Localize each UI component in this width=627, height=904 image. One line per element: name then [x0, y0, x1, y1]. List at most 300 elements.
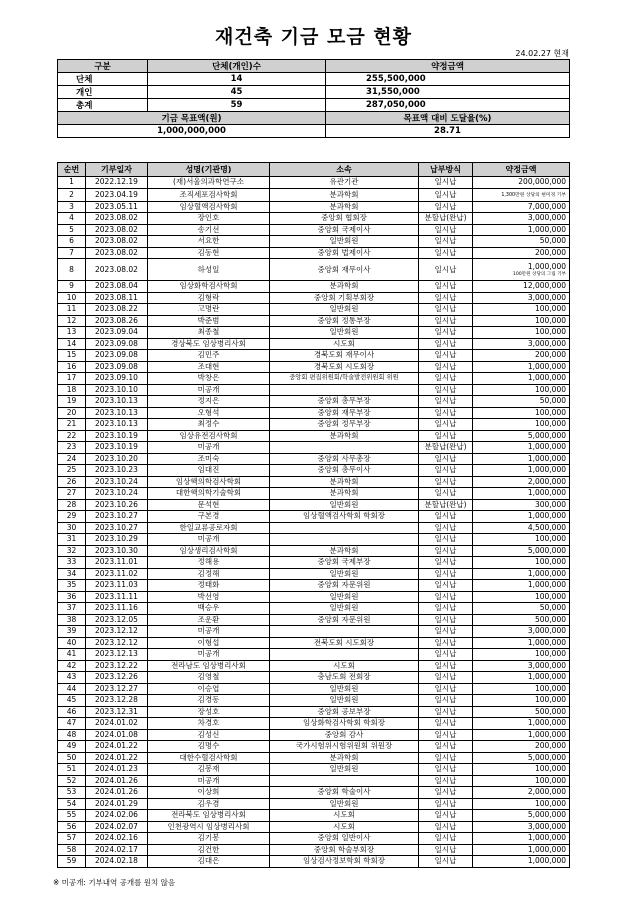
cell-method: 일시납 [419, 557, 473, 569]
cell-amount [473, 833, 570, 845]
cell-date: 2023.10.29 [86, 534, 148, 546]
amount-value: 200,000 [534, 741, 566, 751]
amount-value: 1,000,000 [527, 672, 566, 682]
table-row [58, 844, 570, 856]
cell-amount [473, 775, 570, 787]
cell-org: 시도회 [270, 660, 419, 672]
cell-date: 2023.10.19 [86, 430, 148, 442]
cell-method: 일시납 [419, 775, 473, 787]
cell-name: 김민주 [148, 350, 270, 362]
table-row [58, 568, 570, 580]
rate-header: 목표액 대비 도달율(%) [326, 112, 570, 125]
summary-row-individual [58, 86, 570, 99]
cell-date: 2023.10.30 [86, 545, 148, 557]
amount-value: 2,000,000 [527, 787, 566, 797]
as-of-date: 24.02.27 현재 [515, 49, 569, 58]
cell-org: 중앙회 학술이사 [270, 787, 419, 799]
cell-name: 김기봉 [148, 833, 270, 845]
cell-name: 김영철 [148, 672, 270, 684]
cell-date: 2024.01.02 [86, 718, 148, 730]
cell-amount [473, 188, 570, 201]
cell-no: 54 [58, 798, 86, 810]
cell-date: 2023.04.19 [86, 188, 148, 201]
cell-amount [473, 315, 570, 327]
cell-org: 중앙회 국제이사 [270, 224, 419, 236]
cell-method: 일시납 [419, 236, 473, 248]
cell-amount [473, 247, 570, 259]
amount-value: 1,000,000 [527, 511, 566, 521]
cell-org: 중앙회 국제부장 [270, 557, 419, 569]
cell-date: 2023.09.10 [86, 373, 148, 385]
cell-method: 일시납 [419, 764, 473, 776]
cell-method: 일시납 [419, 247, 473, 259]
amount-value: 200,000 [534, 350, 566, 360]
cell-no: 31 [58, 534, 86, 546]
cell-amount [473, 281, 570, 293]
cell-date: 2023.10.13 [86, 419, 148, 431]
table-row [58, 522, 570, 534]
cell-date: 2023.11.01 [86, 557, 148, 569]
cell-method: 일시납 [419, 350, 473, 362]
cell-org: 중앙회 공보부장 [270, 706, 419, 718]
cell-org: 임상혈액검사학회 학회장 [270, 511, 419, 523]
table-row [58, 557, 570, 569]
cell-amount [473, 338, 570, 350]
cell-method: 일시납 [419, 603, 473, 615]
cell-date: 2023.10.13 [86, 396, 148, 408]
cell-method: 일시납 [419, 453, 473, 465]
cell-org [270, 649, 419, 661]
cell-name: 최종철 [148, 327, 270, 339]
cell-date: 2023.12.22 [86, 660, 148, 672]
cell-method: 일시납 [419, 706, 473, 718]
cell-amount [473, 292, 570, 304]
amount-value: 5,000,000 [527, 430, 566, 440]
cell-date: 2023.08.02 [86, 224, 148, 236]
cell-date: 2024.01.08 [86, 729, 148, 741]
cell-date: 2024.02.18 [86, 856, 148, 868]
table-row [58, 856, 570, 868]
amount-value: 300,000 [534, 499, 566, 509]
cell-name: 김성신 [148, 729, 270, 741]
cell-name: 장인호 [148, 213, 270, 225]
cell-org: 일반회원 [270, 695, 419, 707]
donor-header-row [58, 163, 570, 177]
cell-date: 2023.10.26 [86, 499, 148, 511]
summary-amount: 287,050,000 [326, 99, 570, 112]
amount-value: 3,000,000 [527, 626, 566, 636]
cell-name: 임상생리검사학회 [148, 545, 270, 557]
cell-amount [473, 201, 570, 213]
cell-date: 2023.08.04 [86, 281, 148, 293]
table-row [58, 752, 570, 764]
amount-value: 100,000 [534, 557, 566, 567]
amount-value: 5,000,000 [527, 752, 566, 762]
header-org: 소속 [270, 163, 419, 177]
table-row [58, 213, 570, 225]
cell-no: 50 [58, 752, 86, 764]
cell-method: 일시납 [419, 672, 473, 684]
cell-method: 일시납 [419, 419, 473, 431]
table-row [58, 787, 570, 799]
cell-name: 미공개 [148, 534, 270, 546]
cell-amount [473, 637, 570, 649]
table-row [58, 499, 570, 511]
cell-amount [473, 591, 570, 603]
cell-method: 일시납 [419, 580, 473, 592]
cell-method: 일시납 [419, 361, 473, 373]
cell-name: 김정해 [148, 568, 270, 580]
table-row [58, 338, 570, 350]
cell-org: 중앙회 법제이사 [270, 247, 419, 259]
cell-no: 3 [58, 201, 86, 213]
cell-method: 일시납 [419, 798, 473, 810]
cell-no: 39 [58, 626, 86, 638]
amount-value: 1,000,000 [527, 833, 566, 843]
cell-method: 일시납 [419, 821, 473, 833]
cell-method: 일시납 [419, 315, 473, 327]
table-row [58, 259, 570, 281]
amount-value: 1,000,000 [527, 224, 566, 234]
cell-org: 중앙회 협회장 [270, 213, 419, 225]
cell-org: 중앙회 재무이사 [270, 259, 419, 281]
cell-org: 일반회원 [270, 499, 419, 511]
amount-value: 1,000,000 [527, 261, 566, 271]
cell-no: 34 [58, 568, 86, 580]
table-row [58, 603, 570, 615]
cell-name: 정태화 [148, 580, 270, 592]
cell-amount [473, 626, 570, 638]
table-row [58, 729, 570, 741]
table-row [58, 706, 570, 718]
table-row [58, 407, 570, 419]
cell-org: 국가시험위시험위원회 위원장 [270, 741, 419, 753]
amount-value: 1,000,000 [527, 580, 566, 590]
cell-no: 8 [58, 259, 86, 281]
cell-amount [473, 649, 570, 661]
table-row [58, 465, 570, 477]
cell-amount [473, 568, 570, 580]
table-row [58, 350, 570, 362]
cell-no: 35 [58, 580, 86, 592]
table-row [58, 545, 570, 557]
cell-amount [473, 706, 570, 718]
cell-date: 2023.09.08 [86, 350, 148, 362]
cell-date: 2023.10.27 [86, 522, 148, 534]
cell-method: 일시납 [419, 259, 473, 281]
cell-no: 47 [58, 718, 86, 730]
cell-org: 중앙회 총무부장 [270, 396, 419, 408]
amount-value: 200,000 [534, 247, 566, 257]
cell-method: 일시납 [419, 534, 473, 546]
cell-no: 57 [58, 833, 86, 845]
cell-date: 2023.08.22 [86, 304, 148, 316]
cell-amount [473, 798, 570, 810]
cell-amount [473, 856, 570, 868]
amount-value: 1,000,000 [527, 361, 566, 371]
header-method: 납부방식 [419, 163, 473, 177]
cell-amount [473, 741, 570, 753]
cell-no: 48 [58, 729, 86, 741]
table-row [58, 534, 570, 546]
cell-amount [473, 660, 570, 672]
amount-value: 3,000,000 [527, 821, 566, 831]
rate-value: 28.71 [326, 125, 570, 138]
amount-value: 1,000,000 [527, 718, 566, 728]
summary-row-group [58, 73, 570, 86]
amount-value: 7,000,000 [527, 201, 566, 211]
cell-amount [473, 729, 570, 741]
cell-date: 2024.02.16 [86, 833, 148, 845]
cell-no: 16 [58, 361, 86, 373]
cell-name: (재)서울의과학연구소 [148, 177, 270, 189]
header-name: 성명(기관명) [148, 163, 270, 177]
cell-date: 2023.08.02 [86, 247, 148, 259]
cell-date: 2022.12.19 [86, 177, 148, 189]
cell-org: 일반회원 [270, 236, 419, 248]
summary-header-row [58, 60, 570, 73]
cell-no: 7 [58, 247, 86, 259]
header-date: 기부일자 [86, 163, 148, 177]
cell-org: 일반회원 [270, 683, 419, 695]
cell-name: 최정수 [148, 419, 270, 431]
cell-method: 일시납 [419, 545, 473, 557]
cell-no: 41 [58, 649, 86, 661]
cell-name: 정지은 [148, 396, 270, 408]
amount-value: 100,000 [534, 591, 566, 601]
cell-org: 중앙회 자문위원 [270, 580, 419, 592]
cell-no: 22 [58, 430, 86, 442]
header-no: 순번 [58, 163, 86, 177]
cell-date: 2024.01.29 [86, 798, 148, 810]
summary-table [57, 59, 570, 138]
summary-header-category: 구분 [58, 60, 148, 73]
amount-value: 50,000 [539, 603, 566, 613]
summary-header-count: 단체(개인)수 [148, 60, 326, 73]
amount-value: 1,000,000 [527, 568, 566, 578]
cell-method: 일시납 [419, 373, 473, 385]
amount-value: 12,000,000 [523, 281, 566, 291]
cell-name: 구본경 [148, 511, 270, 523]
amount-value: 5,000,000 [527, 810, 566, 820]
cell-date: 2023.10.24 [86, 488, 148, 500]
cell-name: 대한핵의학기술학회 [148, 488, 270, 500]
cell-org: 경북도회 재무이사 [270, 350, 419, 362]
cell-date: 2023.11.11 [86, 591, 148, 603]
cell-amount [473, 787, 570, 799]
cell-no: 14 [58, 338, 86, 350]
cell-method: 일시납 [419, 660, 473, 672]
cell-no: 5 [58, 224, 86, 236]
cell-method: 일시납 [419, 177, 473, 189]
cell-no: 59 [58, 856, 86, 868]
table-row [58, 591, 570, 603]
cell-method: 일시납 [419, 649, 473, 661]
cell-amount [473, 534, 570, 546]
cell-method: 일시납 [419, 683, 473, 695]
cell-name: 하성일 [148, 259, 270, 281]
cell-name: 경상북도 임상병리사회 [148, 338, 270, 350]
cell-name: 김우겸 [148, 798, 270, 810]
cell-date: 2023.10.10 [86, 384, 148, 396]
cell-method: 일시납 [419, 637, 473, 649]
cell-amount [473, 810, 570, 822]
cell-method: 일시납 [419, 430, 473, 442]
summary-row-total [58, 99, 570, 112]
table-row [58, 695, 570, 707]
cell-no: 20 [58, 407, 86, 419]
cell-amount [473, 557, 570, 569]
cell-name: 임상화학검사학회 [148, 281, 270, 293]
cell-name: 미공개 [148, 442, 270, 454]
cell-date: 2024.01.22 [86, 752, 148, 764]
cell-amount [473, 499, 570, 511]
cell-method: 일시납 [419, 522, 473, 534]
cell-no: 32 [58, 545, 86, 557]
amount-value: 2,000,000 [527, 476, 566, 486]
cell-no: 49 [58, 741, 86, 753]
header-amount: 약정금액 [473, 163, 570, 177]
cell-no: 53 [58, 787, 86, 799]
cell-no: 9 [58, 281, 86, 293]
cell-name: 조대현 [148, 361, 270, 373]
cell-method: 일시납 [419, 327, 473, 339]
footnote: ※ 미공개: 기부내역 공개를 원치 않음 [53, 878, 176, 887]
cell-no: 38 [58, 614, 86, 626]
donor-table [57, 162, 570, 868]
cell-no: 17 [58, 373, 86, 385]
cell-org: 중앙회 정통부장 [270, 315, 419, 327]
cell-method: 분할납(완납) [419, 213, 473, 225]
cell-name: 정해용 [148, 557, 270, 569]
cell-name: 이상희 [148, 787, 270, 799]
cell-name: 전라남도 임상병리사회 [148, 660, 270, 672]
cell-method: 일시납 [419, 833, 473, 845]
table-row [58, 327, 570, 339]
amount-value: 4,500,000 [527, 522, 566, 532]
summary-label: 총계 [58, 99, 148, 112]
cell-no: 56 [58, 821, 86, 833]
cell-amount [473, 224, 570, 236]
table-row [58, 580, 570, 592]
cell-org: 중앙회 총무이사 [270, 465, 419, 477]
cell-method: 일시납 [419, 591, 473, 603]
cell-amount [473, 672, 570, 684]
cell-org: 분과학회 [270, 201, 419, 213]
cell-name: 미공개 [148, 649, 270, 661]
cell-name: 김건한 [148, 844, 270, 856]
cell-amount [473, 442, 570, 454]
table-row [58, 798, 570, 810]
amount-value: 100,000 [534, 649, 566, 659]
amount-value: 100,000 [534, 419, 566, 429]
cell-method: 일시납 [419, 465, 473, 477]
cell-date: 2024.01.26 [86, 775, 148, 787]
cell-date: 2023.11.02 [86, 568, 148, 580]
amount-value: 1,000,000 [527, 844, 566, 854]
cell-no: 1 [58, 177, 86, 189]
table-row [58, 741, 570, 753]
summary-count: 59 [148, 99, 326, 112]
cell-date: 2023.08.11 [86, 292, 148, 304]
cell-name: 김동현 [148, 247, 270, 259]
cell-amount [473, 844, 570, 856]
cell-no: 43 [58, 672, 86, 684]
cell-org: 충남도회 전회장 [270, 672, 419, 684]
cell-org: 중앙회 학술부회장 [270, 844, 419, 856]
cell-amount [473, 304, 570, 316]
cell-no: 21 [58, 419, 86, 431]
cell-amount [473, 614, 570, 626]
cell-name: 임상핵의학검사학회 [148, 476, 270, 488]
cell-date: 2023.10.20 [86, 453, 148, 465]
summary-label: 개인 [58, 86, 148, 99]
table-row [58, 626, 570, 638]
cell-no: 11 [58, 304, 86, 316]
cell-amount [473, 430, 570, 442]
table-row [58, 764, 570, 776]
cell-org: 일반회원 [270, 568, 419, 580]
cell-no: 2 [58, 188, 86, 201]
cell-org: 분과학회 [270, 545, 419, 557]
table-row [58, 419, 570, 431]
amount-value: 3,000,000 [527, 338, 566, 348]
amount-value: 1,000,000 [527, 373, 566, 383]
cell-amount [473, 465, 570, 477]
cell-no: 51 [58, 764, 86, 776]
amount-value: 50,000 [539, 236, 566, 246]
cell-date: 2023.08.26 [86, 315, 148, 327]
amount-value: 3,000,000 [527, 660, 566, 670]
cell-org: 중앙회 기획부회장 [270, 292, 419, 304]
cell-method: 일시납 [419, 201, 473, 213]
cell-date: 2023.09.04 [86, 327, 148, 339]
cell-org [270, 442, 419, 454]
cell-no: 27 [58, 488, 86, 500]
cell-name: 박창은 [148, 373, 270, 385]
cell-date: 2024.02.07 [86, 821, 148, 833]
cell-date: 2023.12.12 [86, 637, 148, 649]
cell-date: 2023.12.31 [86, 706, 148, 718]
summary-count: 45 [148, 86, 326, 99]
cell-no: 4 [58, 213, 86, 225]
cell-name: 김명수 [148, 741, 270, 753]
cell-name: 서요한 [148, 236, 270, 248]
table-row [58, 649, 570, 661]
cell-no: 37 [58, 603, 86, 615]
table-row [58, 683, 570, 695]
table-row [58, 488, 570, 500]
cell-org [270, 775, 419, 787]
amount-value: 1,000,000 [527, 729, 566, 739]
cell-name: 김대은 [148, 856, 270, 868]
cell-date: 2023.12.27 [86, 683, 148, 695]
table-row [58, 453, 570, 465]
cell-amount [473, 350, 570, 362]
cell-org: 중앙회 자문위원 [270, 614, 419, 626]
cell-org: 중앙회 일반이사 [270, 833, 419, 845]
amount-value: 1,000,000 [527, 637, 566, 647]
cell-method: 분할납(완납) [419, 499, 473, 511]
cell-date: 2023.10.23 [86, 465, 148, 477]
cell-date: 2023.11.03 [86, 580, 148, 592]
cell-no: 23 [58, 442, 86, 454]
cell-date: 2023.09.08 [86, 338, 148, 350]
cell-date: 2023.12.28 [86, 695, 148, 707]
amount-value: 50,000 [539, 396, 566, 406]
summary-label: 단체 [58, 73, 148, 86]
cell-amount [473, 752, 570, 764]
